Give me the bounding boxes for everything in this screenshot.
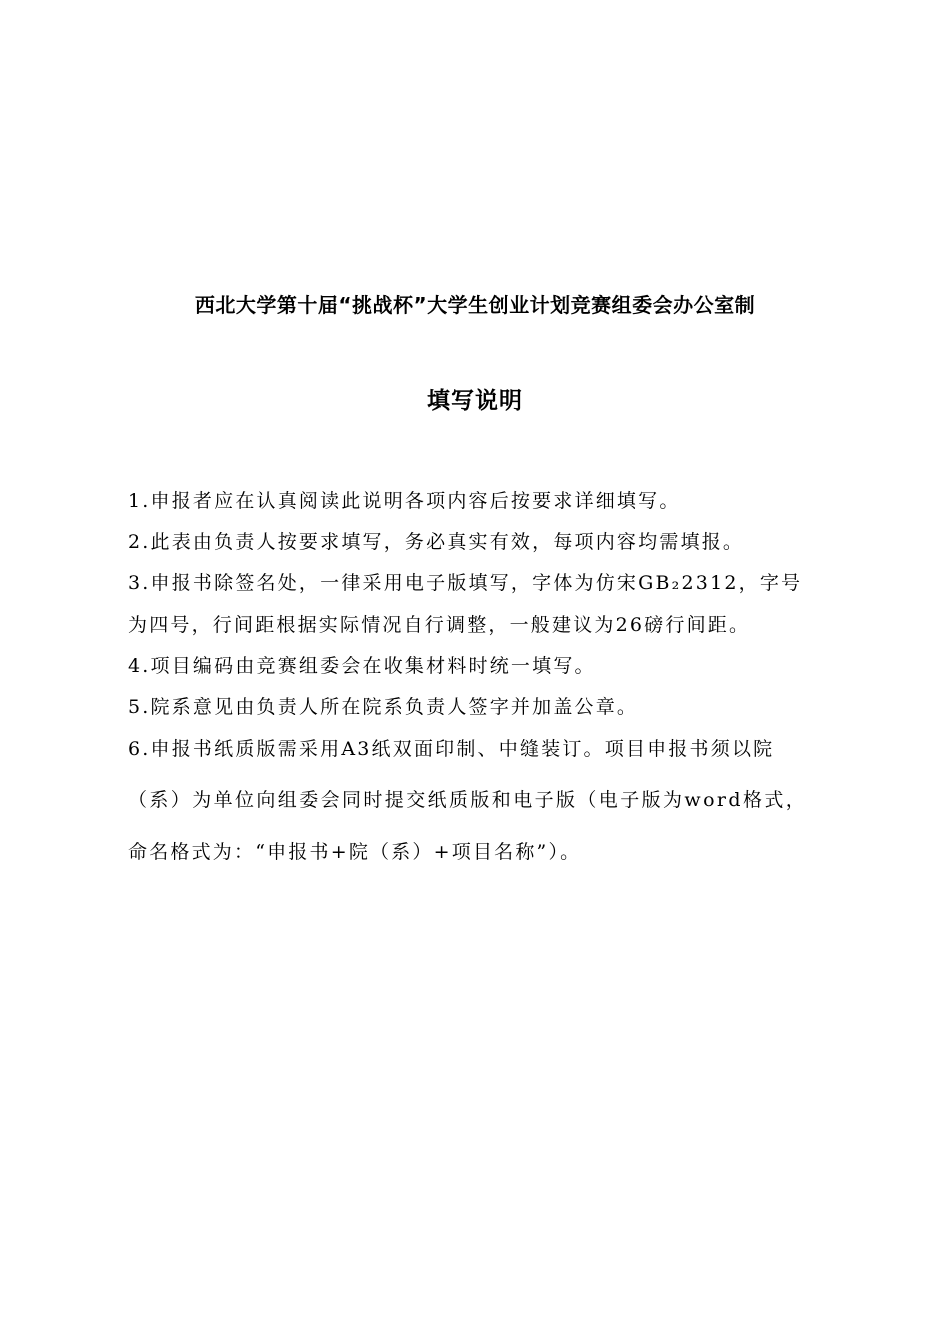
instruction-line-3-continued: 为四号，行间距根据实际情况自行调整，一般建议为26磅行间距。 [128, 614, 751, 636]
page-title: 填写说明 [427, 387, 523, 414]
instruction-line-3: 3.申报书除签名处，一律采用电子版填写，字体为仿宋GB₂2312，字号 [128, 572, 803, 594]
instruction-line-2: 2.此表由负责人按要求填写，务必真实有效，每项内容均需填报。 [128, 531, 745, 553]
instruction-line-4: 4.项目编码由竞赛组委会在收集材料时统一填写。 [128, 655, 596, 677]
organizer-line: 西北大学第十届“挑战杯”大学生创业计划竞赛组委会办公室制 [194, 293, 756, 317]
instruction-line-6: 6.申报书纸质版需采用A3纸双面印制、中缝装订。项目申报书须以院 [128, 738, 775, 760]
instruction-line-5: 5.院系意见由负责人所在院系负责人签字并加盖公章。 [128, 696, 639, 718]
instruction-line-6-end: 命名格式为：“申报书+院（系）+项目名称”）。 [128, 841, 582, 863]
instruction-line-6-continued: （系）为单位向组委会同时提交纸质版和电子版（电子版为word格式， [128, 789, 808, 811]
instruction-line-1: 1.申报者应在认真阅读此说明各项内容后按要求详细填写。 [128, 490, 681, 512]
